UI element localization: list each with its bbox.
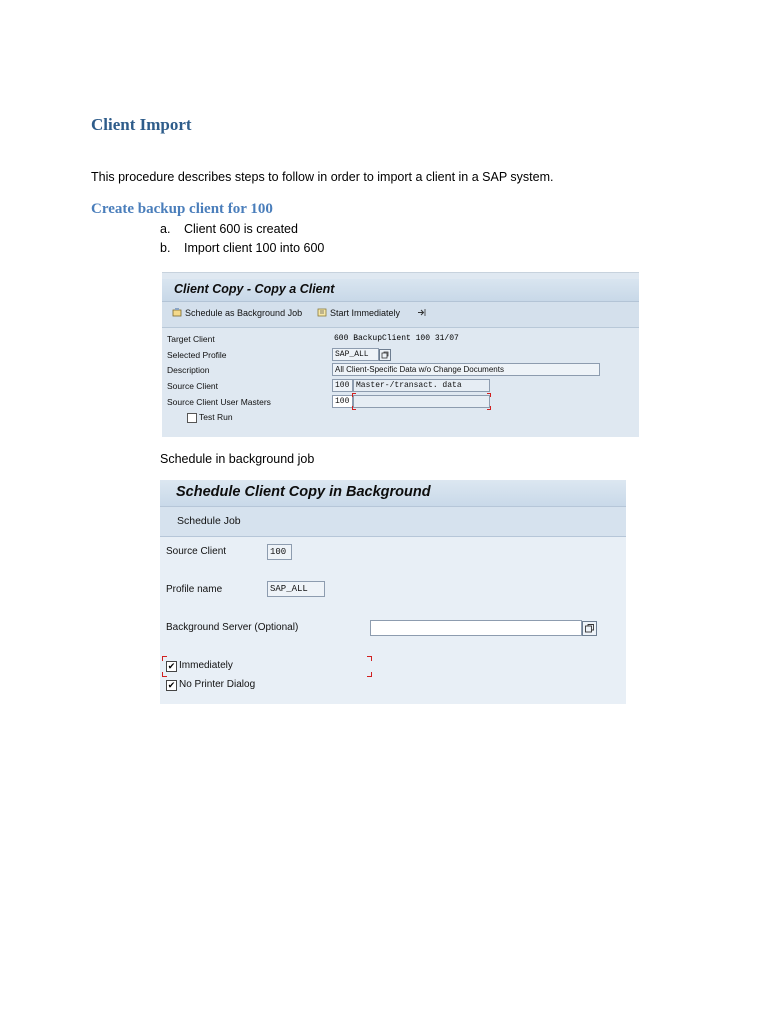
- target-client-value: 600 BackupClient 100 31/07: [334, 334, 459, 343]
- user-masters-field[interactable]: 100: [332, 395, 353, 408]
- user-masters-label: Source Client User Masters: [167, 397, 271, 407]
- start-icon: [317, 308, 327, 317]
- value-help-icon: [380, 350, 390, 360]
- step-list: [160, 222, 324, 260]
- schedule-background-button[interactable]: [172, 308, 302, 318]
- source-client-description: Master-/transact. data: [353, 379, 490, 392]
- required-marker: [367, 656, 372, 661]
- schedule-dialog-title: Schedule Client Copy in Background: [176, 484, 431, 500]
- server-valuehelp-button[interactable]: [582, 621, 597, 636]
- background-server-field[interactable]: [370, 620, 582, 636]
- test-run-checkbox[interactable]: [187, 413, 197, 423]
- start-immediately-button[interactable]: [317, 308, 400, 318]
- schedule-job-button[interactable]: Schedule Job: [177, 515, 241, 527]
- target-client-label: Target Client: [167, 334, 215, 344]
- no-printer-dialog-label: No Printer Dialog: [179, 679, 256, 690]
- profile-name-label: Profile name: [166, 584, 223, 595]
- section-heading: Create backup client for 100: [91, 201, 273, 217]
- expand-more-button[interactable]: [417, 308, 430, 318]
- page-heading: Client Import: [91, 115, 192, 134]
- no-printer-dialog-checkbox[interactable]: ✔: [167, 680, 176, 690]
- client-copy-title: Client Copy - Copy a Client: [174, 282, 335, 296]
- required-marker: [162, 656, 167, 661]
- client-copy-toolbar: [162, 302, 639, 328]
- list-item-text: Client 600 is created: [184, 222, 298, 236]
- list-marker: a.: [160, 222, 171, 236]
- source-client-label: Source Client: [167, 381, 219, 391]
- more-options-icon: [417, 308, 427, 317]
- caption-text: Schedule in background job: [160, 452, 315, 466]
- value-help-icon: [583, 622, 596, 635]
- client-copy-title-bar: [162, 279, 639, 302]
- required-marker: [367, 672, 372, 677]
- description-field[interactable]: All Client-Specific Data w/o Change Documents: [332, 363, 600, 376]
- required-marker: [352, 393, 356, 397]
- source-client-field[interactable]: 100: [267, 544, 292, 560]
- profile-name-field[interactable]: SAP_ALL: [267, 581, 325, 597]
- list-item: [160, 222, 324, 241]
- required-marker: [352, 406, 356, 410]
- required-marker: [487, 393, 491, 397]
- required-marker: [162, 672, 167, 677]
- immediately-label: Immediately: [179, 660, 233, 671]
- list-item: [160, 241, 324, 260]
- profile-valuehelp-button[interactable]: [379, 349, 391, 361]
- required-marker: [487, 406, 491, 410]
- selected-profile-label: Selected Profile: [167, 350, 227, 360]
- list-item-text: Import client 100 into 600: [184, 241, 325, 255]
- intro-paragraph: This procedure describes steps to follow in order to import a client in a SAP system.: [91, 170, 554, 184]
- schedule-icon: [172, 308, 182, 317]
- schedule-background-label: Schedule as Background Job: [185, 308, 303, 318]
- start-immediately-label: Start Immediately: [330, 308, 401, 318]
- selected-profile-field[interactable]: SAP_ALL: [332, 348, 379, 361]
- description-label: Description: [167, 365, 210, 375]
- user-masters-description: [353, 395, 490, 408]
- immediately-checkbox[interactable]: ✔: [167, 661, 176, 671]
- background-server-label: Background Server (Optional): [166, 622, 299, 633]
- test-run-label: Test Run: [199, 412, 233, 422]
- schedule-dialog-title-bar: [160, 480, 626, 507]
- schedule-dialog-screenshot: [160, 480, 626, 704]
- schedule-dialog-toolbar: [160, 507, 626, 537]
- source-client-field[interactable]: 100: [332, 379, 353, 392]
- source-client-label: Source Client: [166, 546, 227, 557]
- client-copy-screenshot: [162, 272, 639, 437]
- list-marker: b.: [160, 241, 171, 255]
